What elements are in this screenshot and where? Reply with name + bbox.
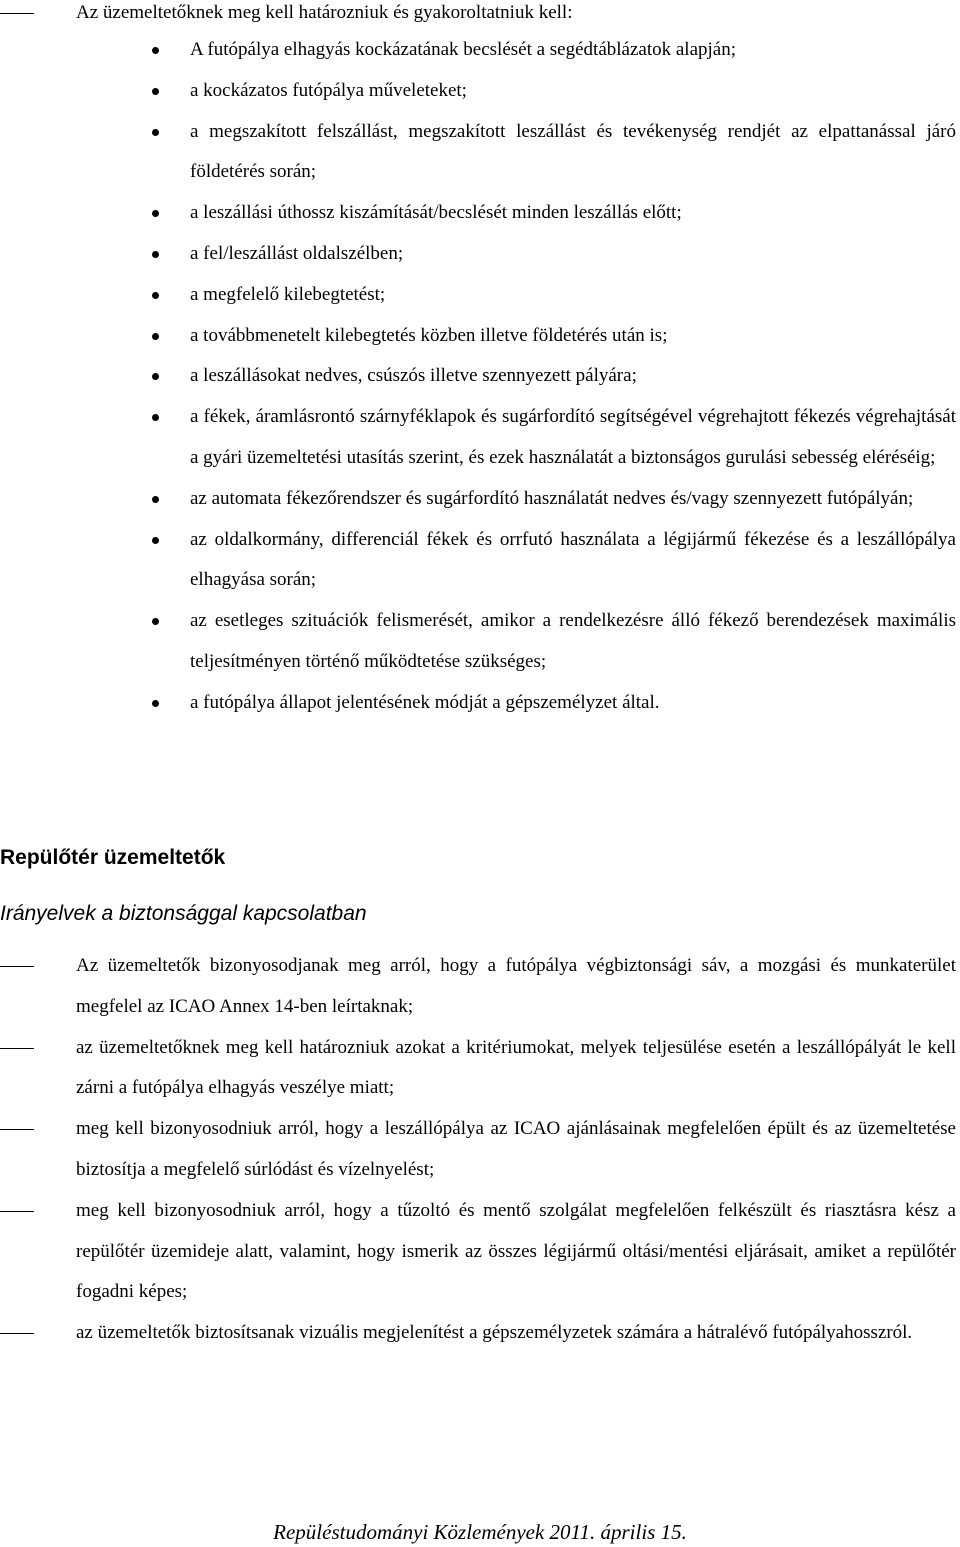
bullet-marker: [152, 210, 159, 217]
bullet-marker: [152, 496, 159, 503]
list-item-text: a megszakított felszállást, megszakított leszállást és tevékenység rendjét az elpattanással járó földetérés során;: [190, 120, 956, 183]
list-item: [0, 1313, 960, 1354]
list-item: [0, 316, 960, 357]
list-item: [0, 112, 960, 194]
page-footer: [0, 1520, 960, 1545]
list-item: [0, 601, 960, 683]
list-item: [0, 479, 960, 520]
dash-marker: [0, 966, 34, 967]
list-item: [0, 1191, 960, 1313]
bullet-marker: [152, 537, 159, 544]
list-item-text: meg kell bizonyosodniuk arról, hogy a leszállópálya az ICAO ajánlásainak megfelelően épült és az üzemeltetése biztosítja a megfelelő súrlódást és vízelnyelést;: [76, 1118, 956, 1180]
list-item: [0, 1028, 960, 1110]
list-item-text: az üzemeltetőknek meg kell határozniuk azokat a kritériumokat, melyek teljesülése esetén a leszállópályát le kell zárni a futópálya elhagyás veszélye miatt;: [76, 1036, 956, 1099]
bullet-marker: [152, 333, 159, 340]
list-item: [0, 683, 960, 724]
dash-marker: [0, 1211, 34, 1212]
dash-marker: [0, 1129, 34, 1130]
list-item: [0, 1109, 960, 1191]
list-item-text: Az üzemeltetők bizonyosodjanak meg arról, hogy a futópálya végbiztonsági sáv, a mozgási és munkaterület megfelel az ICAO Annex 14-ben leírtaknak;: [76, 955, 956, 1017]
list-item-text: az oldalkormány, differenciál fékek és orrfutó használata a légijármű fékezése és a leszállópálya elhagyása során;: [190, 528, 956, 591]
list-item-text: a leszállási úthossz kiszámítását/becslését minden leszállás előtt;: [190, 202, 682, 224]
list-item: [0, 520, 960, 602]
list-item-text: A futópálya elhagyás kockázatának becslését a segédtáblázatok alapján;: [190, 39, 736, 60]
list-item: [0, 30, 960, 71]
list-item: [0, 397, 960, 479]
list-item-text: az esetleges szituációk felismerését, amikor a rendelkezésre álló fékező berendezések maximális teljesítményen történő működtetése szükséges;: [190, 610, 956, 672]
bullet-marker: [152, 373, 159, 380]
list-item-text: az üzemeltetők biztosítsanak vizuális megjelenítést a gépszemélyzetek számára a hátralévő futópályahosszról.: [76, 1322, 913, 1344]
bullet-marker: [152, 47, 159, 54]
footer-text: Repüléstudományi Közlemények 2011. április 15.: [273, 1520, 687, 1544]
list-item-text: a továbbmenetelt kilebegtetés közben illetve földetérés után is;: [190, 324, 668, 346]
section-heading: Repülőtér üzemeltetők: [0, 846, 226, 869]
dash-marker: [0, 13, 34, 14]
dash-marker: [0, 1048, 34, 1049]
list-item: [0, 275, 960, 316]
airport-guideline-list: [0, 946, 960, 1354]
list-item-text: a futópálya állapot jelentésének módját a gépszemélyzet által.: [190, 691, 660, 713]
section-subheading: Irányelvek a biztonsággal kapcsolatban: [0, 902, 367, 925]
list-item-text: a fékek, áramlásrontó szárnyféklapok és sugárfordító segítségével végrehajtott fékezés végrehajtását a gyári üzemeltetési utasítás szerint, és ezek használatát a biztonságos gurulási sebesség eléréséig;: [190, 406, 956, 468]
list-item-text: a fel/leszállást oldalszélben;: [190, 242, 404, 264]
list-item: [0, 193, 960, 234]
list-item: [0, 71, 960, 112]
bullet-marker: [152, 700, 159, 707]
list-item: [0, 234, 960, 275]
dash-marker: [0, 1333, 34, 1334]
bullet-marker: [152, 129, 159, 136]
list-item-text: a kockázatos futópálya műveleteket;: [190, 79, 467, 101]
bullet-marker: [152, 88, 159, 95]
bullet-marker: [152, 292, 159, 299]
list-item-text: az automata fékezőrendszer és sugárfordító használatát nedves és/vagy szennyezett futópályán;: [190, 487, 914, 509]
bullet-marker: [152, 618, 159, 625]
list-item-text: a leszállásokat nedves, csúszós illetve szennyezett pályára;: [190, 365, 637, 387]
list-item: [0, 946, 960, 1028]
list-item-text: a megfelelő kilebegtetést;: [190, 283, 386, 305]
list-item-text: meg kell bizonyosodniuk arról, hogy a tűzoltó és mentő szolgálat megfelelően felkészült és riasztásra kész a repülőtér üzemideje alatt, valamint, hogy ismerik az összes légijármű oltási/mentési eljárásait, amiket a repülőtér fogadni képes;: [76, 1199, 956, 1303]
training-bullet-list: [0, 30, 960, 724]
list-item: [0, 356, 960, 397]
bullet-marker: [152, 251, 159, 258]
bullet-marker: [152, 414, 159, 421]
intro-text: Az üzemeltetőknek meg kell határozniuk és gyakoroltatniuk kell:: [76, 2, 573, 23]
